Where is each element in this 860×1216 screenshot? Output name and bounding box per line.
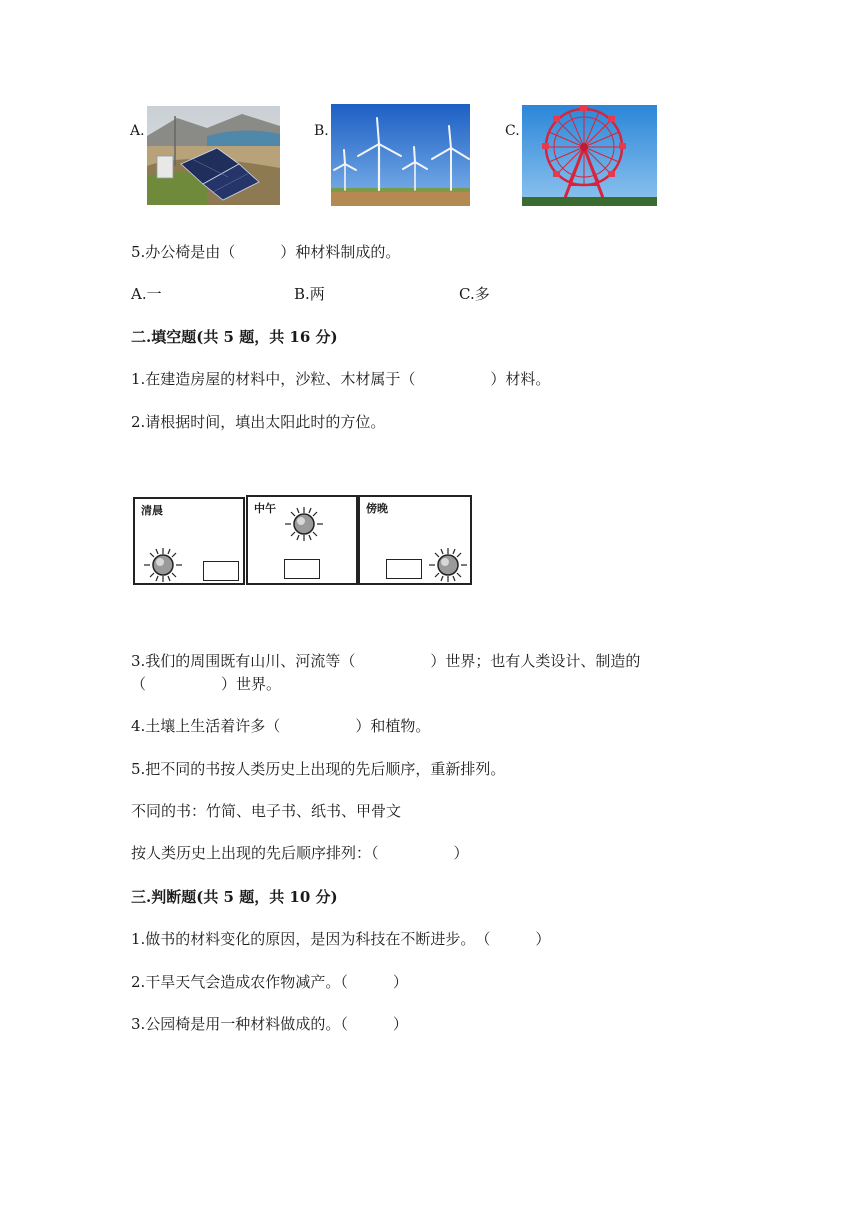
s2-q5-answer: 按人类历史上出现的先后顺序排列：（ ） <box>131 844 469 862</box>
panel-evening-label: 傍晚 <box>366 502 388 515</box>
q5-option-c: C.多 <box>459 285 490 303</box>
q5-stem: 5.办公椅是由（ ）种材料制成的。 <box>131 243 401 261</box>
panel-evening <box>358 495 472 585</box>
answer-box-evening[interactable] <box>386 559 422 579</box>
solar-panel-photo <box>147 106 280 205</box>
option-a-letter: A. <box>130 123 145 139</box>
option-c-letter: C. <box>505 123 520 139</box>
option-b-letter: B. <box>314 123 329 139</box>
s2-q4: 4.土壤上生活着许多（ ）和植物。 <box>131 717 431 735</box>
panel-noon <box>246 495 358 585</box>
sun-position-diagram <box>133 495 473 587</box>
s2-q2: 2.请根据时间，填出太阳此时的方位。 <box>131 413 386 431</box>
sun-icon <box>284 506 324 542</box>
panel-noon-label: 中午 <box>254 502 276 515</box>
panel-morning-label: 清晨 <box>141 504 163 517</box>
wind-turbine-photo <box>331 104 470 206</box>
s2-q3-line2: （ ）世界。 <box>131 675 282 693</box>
sun-icon <box>428 547 468 583</box>
answer-box-noon[interactable] <box>284 559 320 579</box>
s2-q1: 1.在建造房屋的材料中，沙粒、木材属于（ ）材料。 <box>131 370 551 388</box>
ferris-wheel-photo <box>522 105 657 206</box>
q5-option-a: A.一 <box>131 285 162 303</box>
s3-q2: 2.干旱天气会造成农作物减产。（ ） <box>131 973 408 991</box>
s2-q5-books: 不同的书：竹简、电子书、纸书、甲骨文 <box>131 802 402 820</box>
section3-title: 三.判断题(共 5 题，共 10 分) <box>131 888 338 906</box>
s3-q3: 3.公园椅是用一种材料做成的。（ ） <box>131 1015 408 1033</box>
q5-option-b: B.两 <box>294 285 325 303</box>
panel-morning <box>133 497 245 585</box>
section2-title: 二.填空题(共 5 题，共 16 分) <box>131 328 338 346</box>
answer-box-morning[interactable] <box>203 561 239 581</box>
s3-q1: 1.做书的材料变化的原因，是因为科技在不断进步。 （ ） <box>131 930 551 948</box>
s2-q3-line1: 3.我们的周围既有山川、河流等（ ）世界；也有人类设计、制造的 <box>131 652 641 670</box>
s2-q5: 5.把不同的书按人类历史上出现的先后顺序，重新排列。 <box>131 760 506 778</box>
sun-icon <box>143 547 183 583</box>
